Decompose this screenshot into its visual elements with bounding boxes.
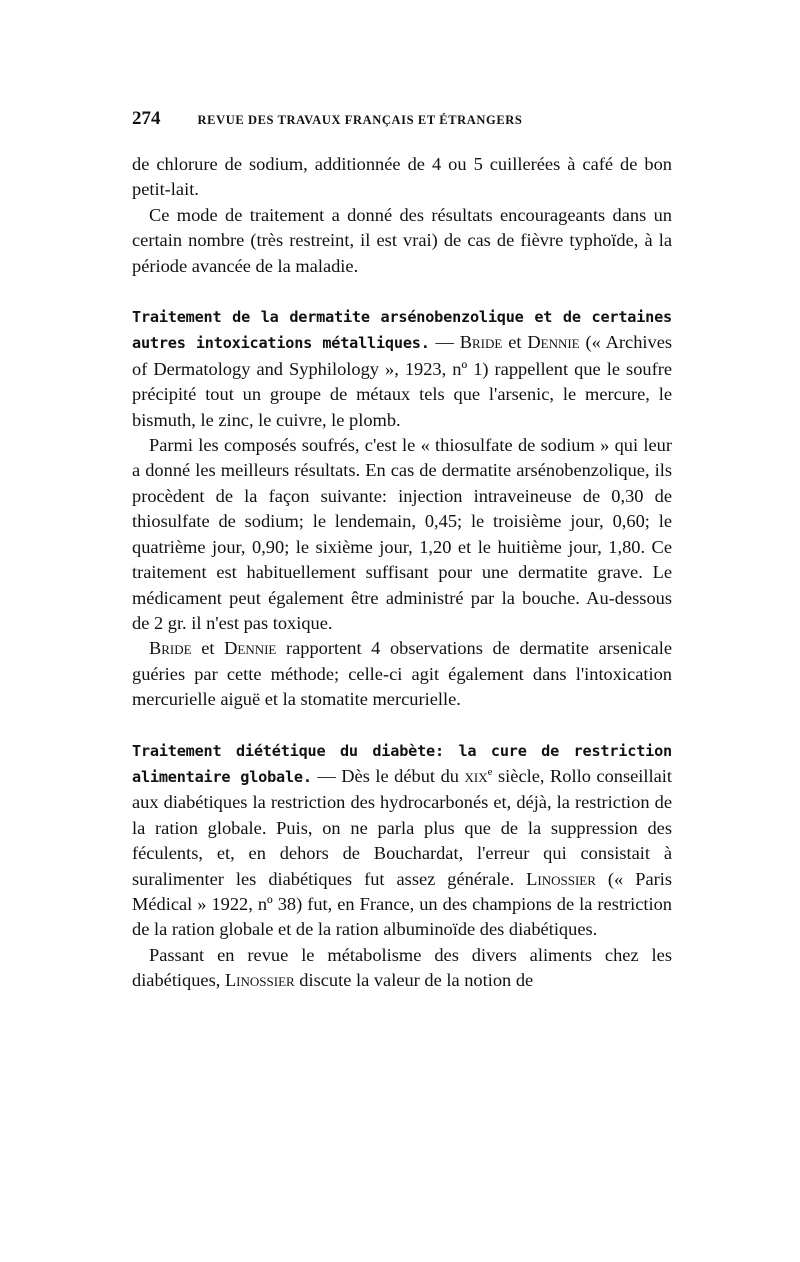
section2-century: xix <box>464 765 488 786</box>
section1-p3-and: et <box>191 638 225 659</box>
section1-title: Traitement de la dermatite arsénobenzolique et de certaines autres intoxications métalliques. <box>132 308 672 353</box>
document-page <box>132 108 672 994</box>
section2-paragraph-1 <box>132 738 672 943</box>
section1-author-2: Dennie <box>527 332 580 353</box>
page-header <box>132 108 672 152</box>
page-number: 274 <box>132 108 161 129</box>
section2-author: Linossier <box>526 868 596 889</box>
section2-century-sup: e <box>487 765 493 778</box>
section2-p2-text-b: discute la valeur de la notion de <box>294 970 534 991</box>
section1-dash: — <box>429 332 460 353</box>
section2-p1-text-c: (« Paris Médical » 1922, nº 38) fut, en France, un des champions de la restriction de la ration globale et de la ration albuminoïde des diabétiques. <box>132 868 673 940</box>
section-gap <box>132 713 672 738</box>
section2-p1-text-b: siècle, Rollo conseillait aux diabétiques la restriction des hydrocarbonés et, déjà, la restriction de la ration globale. Puis, on ne parla plus que de la suppression des féculents, et, en dehors de Bouchardat, l'erreur qui consistait à suralimenter les diabétiques fut assez générale. <box>132 765 673 889</box>
section1-p3-author-2: Dennie <box>224 638 277 659</box>
section2-p2-text-a: Passant en revue le métabolisme des divers aliments chez les diabétiques, <box>132 944 672 991</box>
section1-p3-author-1: Bride <box>149 638 192 659</box>
section1-author-1: Bride <box>459 332 503 353</box>
section1-p1-text: (« Archives of Dermatology and Syphilology », 1923, nº 1) rappellent que le soufre précipité tout un groupe de métaux tels que l'arsenic, le mercure, le bismuth, le zinc, le cuivre, le plomb. <box>132 332 673 430</box>
section2-p1-text-a: — Dès le début du <box>311 765 465 786</box>
section-gap <box>132 279 672 304</box>
running-head: REVUE DES TRAVAUX FRANÇAIS ET ÉTRANGERS <box>197 113 523 127</box>
intro-paragraph-2: Ce mode de traitement a donné des résultats encourageants dans un certain nombre (très restreint, il est vrai) de cas de fièvre typhoïde, à la période avancée de la maladie. <box>132 204 672 276</box>
intro-paragraph-1: de chlorure de sodium, additionnée de 4 ou 5 cuillerées à café de bon petit-lait. <box>132 154 672 200</box>
section2-title: Traitement diététique du diabète: la cure de restriction alimentaire globale. <box>132 741 672 786</box>
section1-paragraph-1 <box>132 304 672 433</box>
section1-and: et <box>502 332 528 353</box>
section1-p3-text: rapportent 4 observations de dermatite arsenicale guéries par cette méthode; celle-ci agit également dans l'intoxication mercurielle aiguë et la stomatite mercurielle. <box>132 638 673 710</box>
section1-paragraph-2: Parmi les composés soufrés, c'est le « thiosulfate de sodium » qui leur a donné les meilleurs résultats. En cas de dermatite arsénobenzolique, ils procèdent de la façon suivante: injection intraveineuse de 0,30 de thiosulfate de sodium; le lendemain, 0,45; le troisième jour, 0,60; le quatrième jour, 0,90; le sixième jour, 1,20 et le huitième jour, 1,80. Ce traitement est habituellement suffisant pour une dermatite grave. Le médicament peut également être administré par la bouche. Au-dessous de 2 gr. il n'est pas toxique. <box>132 435 672 633</box>
section1-paragraph-3 <box>132 636 672 712</box>
section2-p2-author: Linossier <box>224 970 295 991</box>
section2-paragraph-2 <box>132 943 672 994</box>
